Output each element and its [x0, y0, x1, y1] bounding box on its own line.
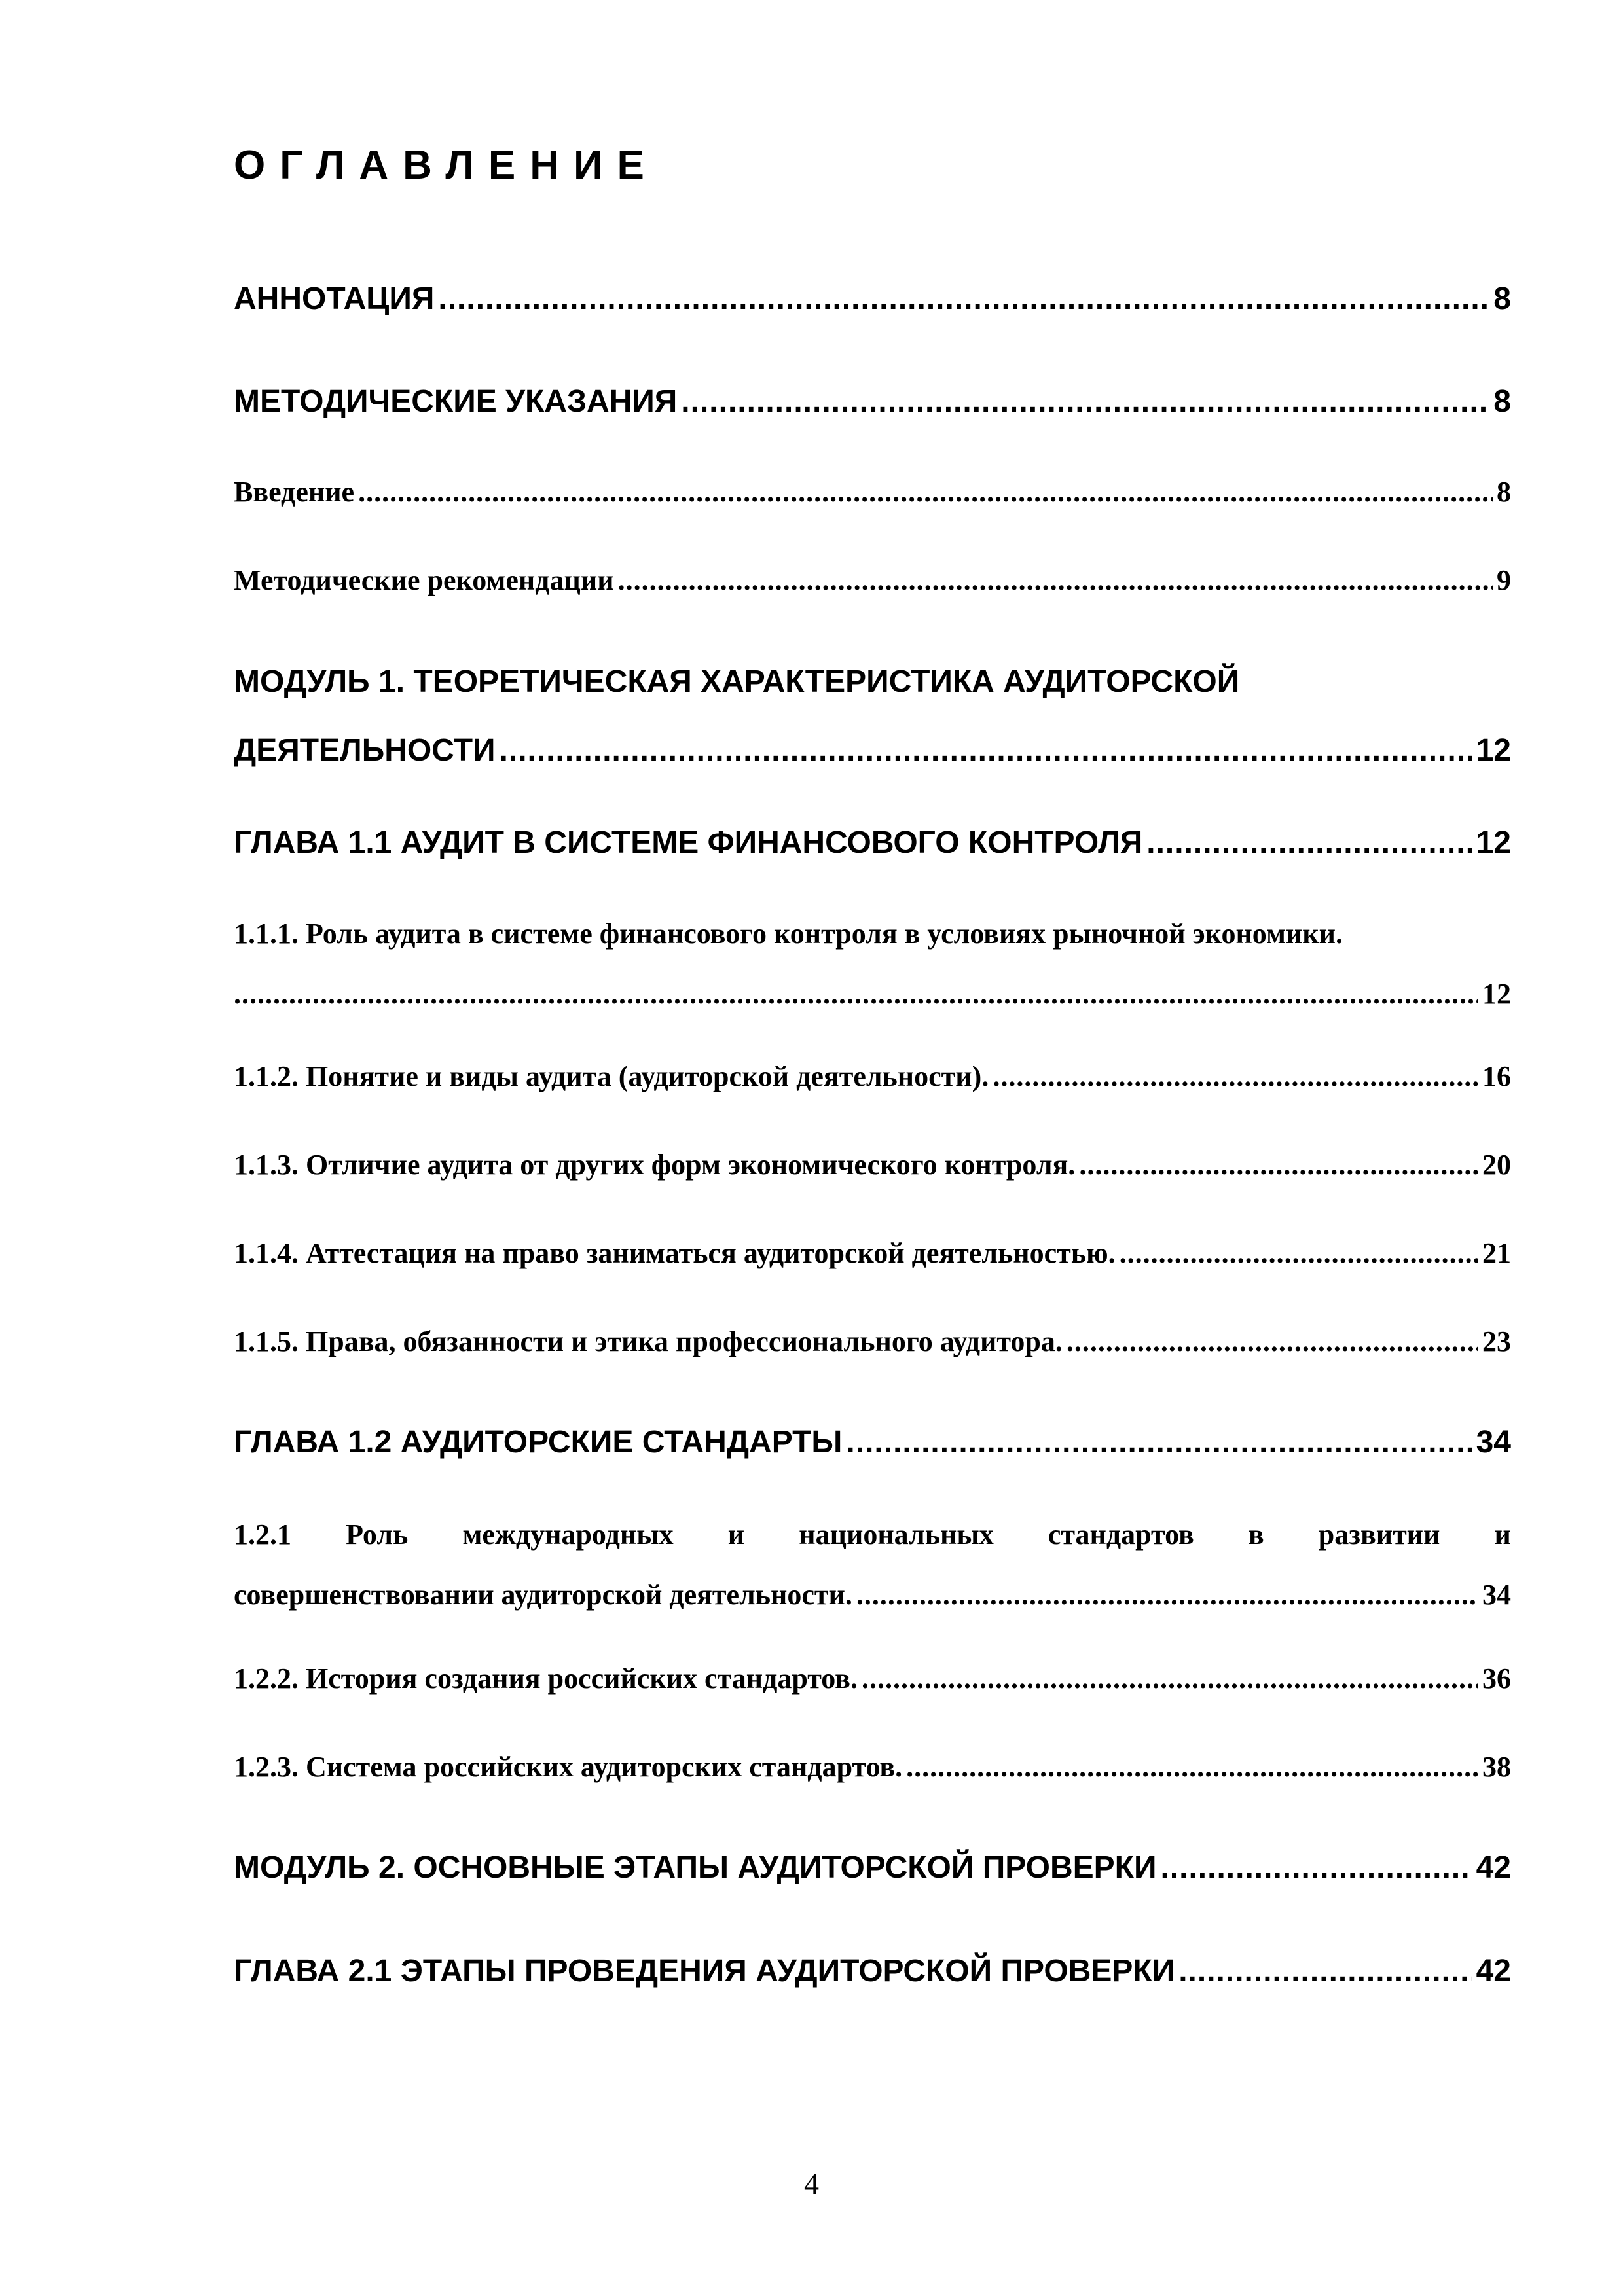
toc-entry-page: 42 — [1476, 1954, 1511, 1988]
toc-entry-page: 12 — [1476, 733, 1511, 768]
leader-dots — [358, 478, 1493, 507]
leader-dots — [862, 1664, 1478, 1693]
toc-entry-text: 1.1.5. Права, обязанности и этика профессионального аудитора. — [234, 1325, 1063, 1357]
leader-dots — [1120, 1239, 1478, 1268]
toc-entry-text: ГЛАВА 1.1 АУДИТ В СИСТЕМЕ ФИНАНСОВОГО КОНТРОЛЯ — [234, 825, 1143, 860]
toc-word: 1.2.1 — [234, 1518, 291, 1551]
toc-entry-page: 9 — [1497, 564, 1511, 596]
toc-word: в — [1248, 1518, 1264, 1551]
toc-word: и — [727, 1518, 745, 1551]
leader-dots — [681, 386, 1489, 418]
toc-word: международных — [462, 1518, 674, 1551]
toc-entry-text: 1.1.1. Роль аудита в системе финансового контроля в условиях рыночной экономики. — [234, 918, 1343, 950]
toc-entry-page: 23 — [1482, 1325, 1511, 1357]
toc-entry-text-line1 — [234, 1520, 1511, 1549]
toc-entry-page: 8 — [1493, 384, 1511, 419]
leader-dots — [993, 1062, 1478, 1091]
leader-dots — [1067, 1327, 1478, 1356]
leader-dots — [1160, 1852, 1472, 1884]
toc-entry-text-line2: ДЕЯТЕЛЬНОСТИ — [234, 733, 496, 768]
leader-dots — [1178, 1956, 1472, 1987]
leader-dots — [500, 735, 1472, 766]
toc-entry[interactable] — [234, 1956, 1511, 1987]
toc-word: национальных — [799, 1518, 994, 1551]
toc-entry[interactable] — [234, 1239, 1511, 1268]
toc-entry-text: АННОТАЦИЯ — [234, 281, 435, 316]
toc-word: стандартов — [1048, 1518, 1194, 1551]
toc-word: и — [1494, 1518, 1511, 1551]
leader-dots — [438, 283, 1489, 315]
toc-entry-page: 38 — [1482, 1751, 1511, 1783]
leader-dots — [846, 1427, 1472, 1458]
leader-dots — [1146, 827, 1472, 859]
toc-word: Роль — [346, 1518, 409, 1551]
toc-entry[interactable] — [234, 566, 1511, 595]
toc-entry-text-line1: МОДУЛЬ 1. ТЕОРЕТИЧЕСКАЯ ХАРАКТЕРИСТИКА АУДИТОРСКОЙ — [234, 664, 1240, 699]
toc-entry-page: 16 — [1482, 1060, 1511, 1092]
toc-entry-page: 21 — [1482, 1237, 1511, 1269]
toc-entry-page: 8 — [1497, 476, 1511, 508]
toc-entry-page: 20 — [1482, 1149, 1511, 1181]
toc-entry[interactable] — [234, 666, 1511, 766]
toc-entry-page: 34 — [1482, 1579, 1511, 1611]
toc-entry[interactable] — [234, 386, 1511, 418]
toc-entry-text: Введение — [234, 476, 355, 508]
toc-entry[interactable] — [234, 1520, 1511, 1609]
toc-entry-page: 8 — [1493, 281, 1511, 316]
toc-entry-text: 1.2.3. Система российских аудиторских стандартов. — [234, 1751, 903, 1783]
toc-entry[interactable] — [234, 1151, 1511, 1179]
toc-entry[interactable] — [234, 827, 1511, 859]
toc-entry-text: МОДУЛЬ 2. ОСНОВНЫЕ ЭТАПЫ АУДИТОРСКОЙ ПРОВЕРКИ — [234, 1850, 1157, 1885]
leader-dots — [856, 1581, 1478, 1609]
toc-entry[interactable] — [234, 1753, 1511, 1782]
toc-entry-text: 1.1.2. Понятие и виды аудита (аудиторской деятельности). — [234, 1060, 989, 1092]
page-number: 4 — [804, 2167, 819, 2200]
toc-entry-page: 12 — [1482, 978, 1511, 1010]
toc-entry-text-line2: совершенствовании аудиторской деятельности. — [234, 1579, 852, 1611]
toc-word: развитии — [1318, 1518, 1440, 1551]
toc-entry-page: 36 — [1482, 1662, 1511, 1695]
toc-entry[interactable] — [234, 1062, 1511, 1091]
toc-entry[interactable] — [234, 1664, 1511, 1693]
toc-entry[interactable] — [234, 1852, 1511, 1884]
toc-entry-text: ГЛАВА 1.2 АУДИТОРСКИЕ СТАНДАРТЫ — [234, 1425, 843, 1460]
toc-entry-text: 1.1.4. Аттестация на право заниматься аудиторской деятельностью. — [234, 1237, 1116, 1269]
toc-entry-text: МЕТОДИЧЕСКИЕ УКАЗАНИЯ — [234, 384, 678, 419]
toc-entry-page: 42 — [1476, 1850, 1511, 1885]
leader-dots — [618, 566, 1493, 595]
toc-entry-page: 12 — [1476, 825, 1511, 860]
toc-entry[interactable] — [234, 283, 1511, 315]
toc-entry[interactable] — [234, 920, 1511, 1009]
toc-entry-text: 1.2.2. История создания российских стандартов. — [234, 1662, 858, 1695]
toc-entry[interactable] — [234, 478, 1511, 507]
toc-entry-page: 34 — [1476, 1425, 1511, 1460]
leader-dots — [234, 980, 1478, 1009]
toc-entry-text: ГЛАВА 2.1 ЭТАПЫ ПРОВЕДЕНИЯ АУДИТОРСКОЙ ПРОВЕРКИ — [234, 1954, 1175, 1988]
toc-entry[interactable] — [234, 1327, 1511, 1356]
toc-entry-text: 1.1.3. Отличие аудита от других форм экономического контроля. — [234, 1149, 1076, 1181]
leader-dots — [1079, 1151, 1478, 1179]
toc-entry-text: Методические рекомендации — [234, 564, 614, 596]
toc-entry[interactable] — [234, 1427, 1511, 1458]
toc-title: ОГЛАВЛЕНИЕ — [234, 143, 659, 188]
leader-dots — [906, 1753, 1478, 1782]
